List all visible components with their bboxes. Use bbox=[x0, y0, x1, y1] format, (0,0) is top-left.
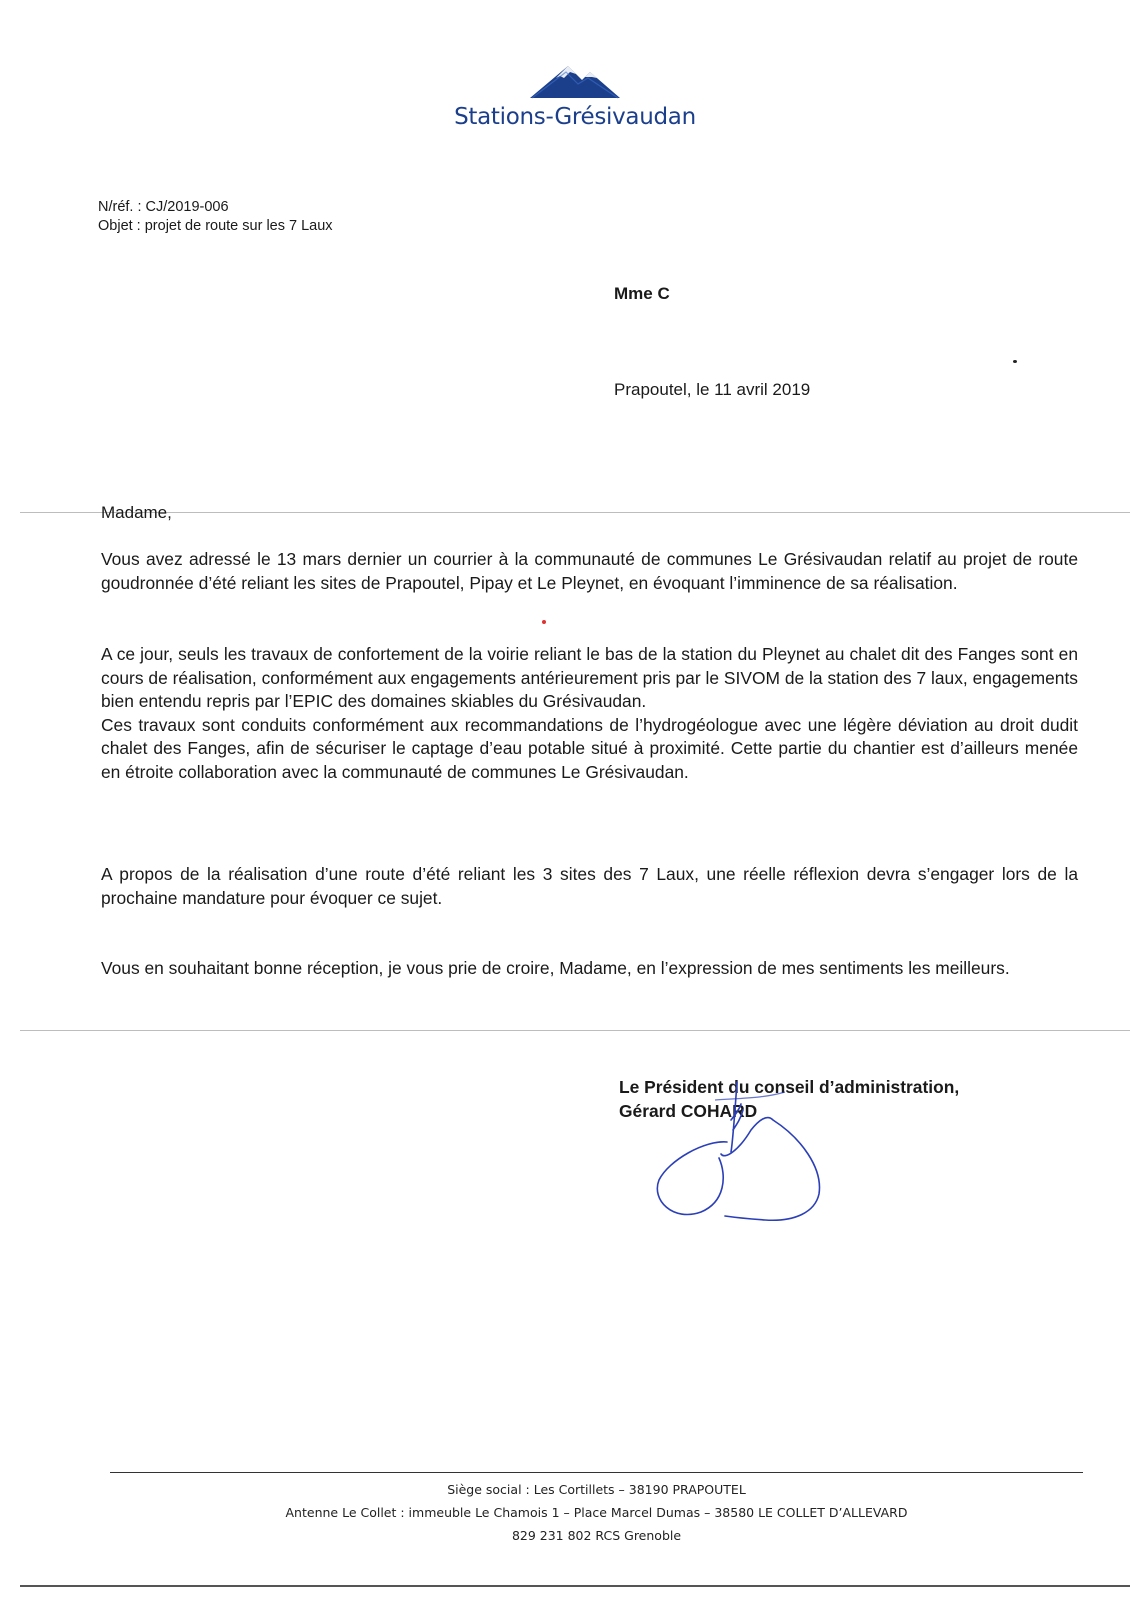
paragraph-text: Ces travaux sont conduits conformément aux recommandations de l’hydrogéologue avec une légère déviation au droit dudit chalet des Fanges, afin de sécuriser le captage d’eau potable situé à proximité. Cette partie du chantier est d’ailleurs menée en étroite collaboration avec la communauté de communes Le Grésivaudan. bbox=[101, 714, 1078, 782]
paragraph-text: A propos de la réalisation d’une route d’été reliant les 3 sites des 7 Laux, une réelle réflexion devra s’engager lors de la prochaine mandature pour évoquer ce sujet. bbox=[101, 864, 1078, 908]
place-date: Prapoutel, le 11 avril 2019 bbox=[614, 380, 811, 399]
body-paragraph bbox=[101, 957, 1078, 981]
scan-speck bbox=[1013, 360, 1017, 363]
footer-registration: 829 231 802 RCS Grenoble bbox=[511, 1528, 682, 1543]
body-paragraph bbox=[101, 548, 1078, 595]
handwritten-signature bbox=[655, 1080, 855, 1240]
body-paragraph bbox=[101, 863, 1078, 910]
paragraph-text: Vous en souhaitant bonne réception, je vous prie de croire, Madame, en l’expression de mes sentiments les meilleurs. bbox=[101, 958, 1010, 978]
letterhead bbox=[430, 58, 720, 130]
page-bottom-edge bbox=[20, 1585, 1130, 1587]
object-line: Objet : projet de route sur les 7 Laux bbox=[98, 218, 333, 234]
footer-divider bbox=[110, 1472, 1083, 1473]
paragraph-text: A ce jour, seuls les travaux de confortement de la voirie reliant le bas de la station du Pleynet au chalet dit des Fanges sont en cours de réalisation, conformément aux engagements antérieurement pris par le SIVOM de la station des 7 laux, engagements bien entendu repris par l’EPIC des domaines skiables du Grésivaudan. bbox=[101, 644, 1078, 711]
footer-branch: Antenne Le Collet : immeuble Le Chamois 1 – Place Marcel Dumas – 38580 LE COLLET D’ALLEVARD bbox=[285, 1505, 908, 1520]
footer-headquarters: Siège social : Les Cortillets – 38190 PRAPOUTEL bbox=[447, 1482, 746, 1497]
scan-speck bbox=[542, 620, 546, 624]
salutation: Madame, bbox=[101, 503, 172, 522]
fold-line bbox=[20, 512, 1130, 513]
footer bbox=[110, 1478, 1083, 1547]
reference-block bbox=[98, 198, 333, 236]
recipient: Mme C bbox=[614, 284, 670, 303]
organization-name: Stations-Grésivaudan bbox=[454, 104, 696, 130]
signatory-name: Gérard COHARD bbox=[619, 1101, 758, 1121]
body-paragraph bbox=[101, 643, 1078, 784]
fold-line bbox=[20, 1030, 1130, 1031]
reference-number: N/réf. : CJ/2019-006 bbox=[98, 199, 229, 215]
mountain-logo-icon bbox=[530, 58, 620, 100]
paragraph-text: Vous avez adressé le 13 mars dernier un courrier à la communauté de communes Le Grésivaudan relatif au projet de route goudronnée d’été reliant les sites de Prapoutel, Pipay et Le Pleynet, en évoquant l’imminence de sa réalisation. bbox=[101, 549, 1078, 593]
signatory-title: Le Président du conseil d’administration, bbox=[619, 1077, 960, 1097]
